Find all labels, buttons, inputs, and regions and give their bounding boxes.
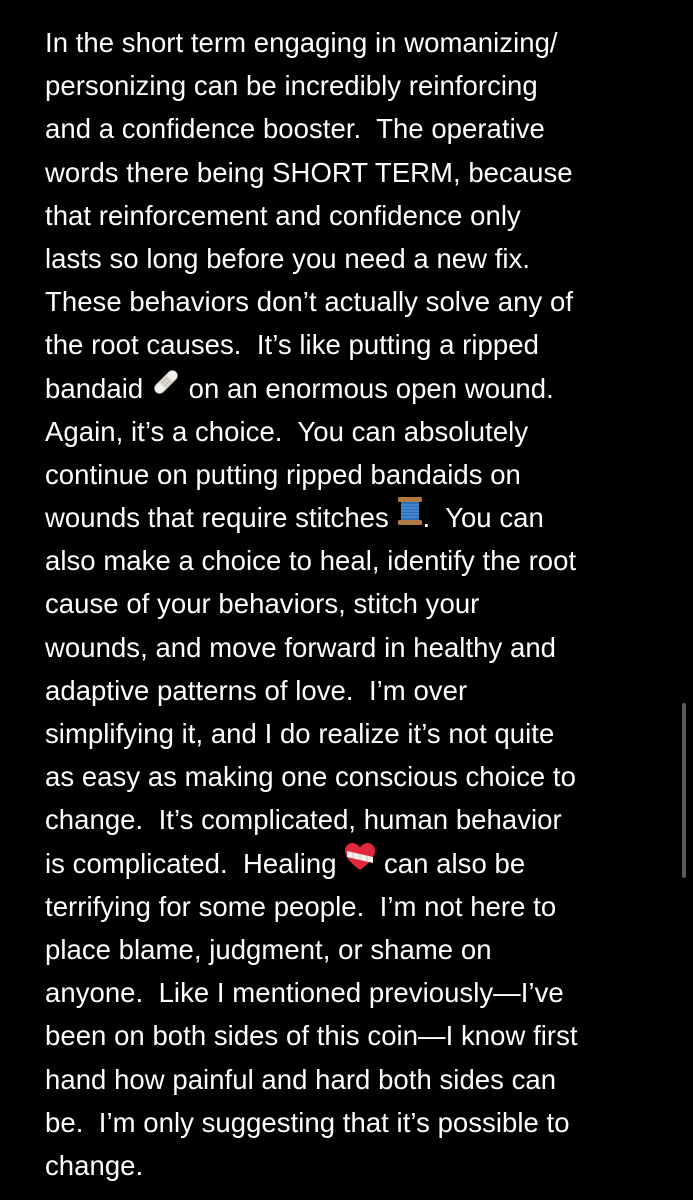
note-line: Again, it’s a choice. You can absolutely [45,415,529,447]
note-line [45,496,645,539]
note-line: the root causes. It’s like putting a ripped [45,329,539,361]
note-line-text: can also be [376,847,526,879]
note-line: continue on putting ripped bandaids on [45,458,521,490]
note-line-text: . You can [422,502,544,534]
mending-heart-icon [344,841,376,884]
note-line-text: wounds that require stitches [45,502,397,534]
note-line: place blame, judgment, or shame on [45,933,492,965]
vertical-scrollbar[interactable] [682,703,686,878]
note-line: anyone. Like I mentioned previously—I’ve [45,977,564,1009]
note-line: simplifying it, and I do realize it’s not quite [45,718,555,749]
note-line: cause of your behaviors, stitch your [45,588,480,620]
note-line: words there being SHORT TERM, because [45,156,573,188]
note-line-text: bandaid [45,372,151,404]
note-line: that reinforcement and confidence only [45,199,521,231]
note-line: hand how painful and hard both sides can [45,1063,557,1095]
note-line: terrifying for some people. I’m not here to [45,890,557,922]
note-line: change. It’s complicated, human behavior [45,804,562,836]
note-line [45,842,645,885]
note-line: These behaviors don’t actually solve any of [45,286,574,318]
note-line: and a confidence booster. The operative [45,113,545,145]
note-line: been on both sides of this coin—I know first [45,1020,578,1052]
note-line: wounds, and move forward in healthy and [45,631,557,663]
note-body[interactable] [45,21,645,1187]
note-line: lasts so long before you need a new fix. [45,242,531,274]
note-line: change. [45,1149,144,1181]
note-line: adaptive patterns of love. I’m over [45,674,468,706]
note-line: In the short term engaging in womanizing/ [45,27,558,58]
note-line-text: on an enormous open wound. [180,372,554,404]
thread-spool-icon [397,495,423,538]
note-line [45,367,645,410]
note-line: personizing can be incredibly reinforcing [45,70,538,102]
note-line: be. I’m only suggesting that it’s possible to [45,1106,570,1138]
note-line: as easy as making one conscious choice to [45,761,576,793]
note-line: also make a choice to heal, identify the root [45,545,577,577]
bandage-icon [151,366,181,409]
note-line-text: is complicated. Healing [45,847,345,879]
